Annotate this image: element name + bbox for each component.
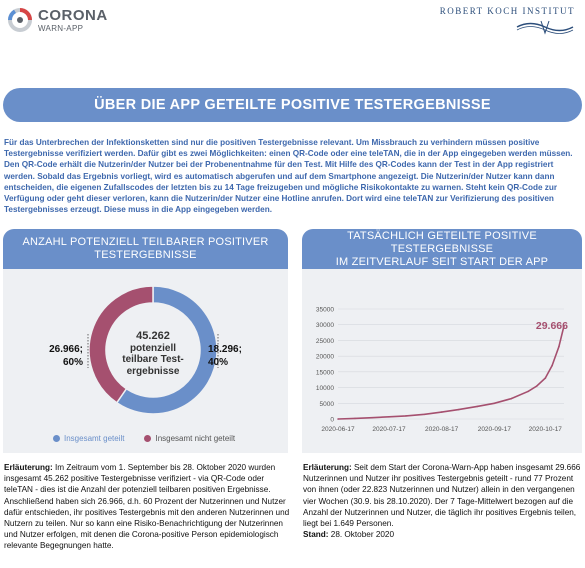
explanation-label: Erläuterung: <box>4 463 53 472</box>
data-point <box>441 411 443 413</box>
rki-logo <box>440 6 575 40</box>
legend-dot-shared <box>53 435 60 442</box>
line-title-line1: TATSÄCHLICH GETEILTE POSITIVE TESTERGEBNISSE <box>347 229 537 255</box>
data-point <box>405 415 407 417</box>
data-point <box>511 398 513 400</box>
y-tick-label: 10000 <box>315 385 334 393</box>
intro-paragraph: Für das Unterbrechen der Infektionsketten sind nur die positiven Testergebnisse relevant. Um Missbrauch zu verhindern müssen positive Testergebnisse verifiziert werden. Dafür gibt es zwei Möglichkeiten: einen QR-Code oder eine teleTAN, die in der App eingegeben werden müssen. Den QR-Code erhält die Nutzerin/der Nutzer bei der Probenentnahme für den Test. Mit Hilfe des QR-Codes kann der Test in der App registriert werden. Sobald das Ergebnis vorliegt, wird es automatisch abgerufen und auf dem Smartphone angezeigt. Die Nutzerin/der Nutzer kann dann entscheiden, die eigenen Zufallscodes der letzten bis zu 14 Tage freizugeben und mögliche Risikokontakte zu warnen. Steht kein QR-Code zur Verfügung oder geht dieser verloren, kann die Nutzerin/der Nutzer eine Hotline anrufen. Dort wird eine teleTAN zur Verifizierung des positiven Testergebnisses erzeugt. Diese muss in die App eingegeben werden. <box>4 138 573 215</box>
line-chart <box>302 269 582 453</box>
data-point <box>458 409 460 411</box>
y-tick-label: 20000 <box>315 353 334 361</box>
line-title-line2: IM ZEITVERLAUF SEIT START DER APP <box>335 255 549 268</box>
corona-warn-app-logo <box>6 6 108 34</box>
data-point <box>424 413 426 415</box>
y-tick-label: 0 <box>330 416 334 424</box>
shared-value-label: 26.966; 60% <box>49 344 83 368</box>
data-point <box>337 418 339 420</box>
x-tick-label: 2020-10-17 <box>528 426 562 433</box>
y-tick-label: 15000 <box>315 369 334 377</box>
data-point <box>354 418 356 420</box>
data-point <box>558 346 560 348</box>
data-point <box>551 365 553 367</box>
donut-total: 45.262 <box>136 330 170 342</box>
not-shared-value-label: 18.296; 40% <box>208 344 242 368</box>
last-value-label: 29.666 <box>535 319 568 332</box>
donut-legend <box>53 434 235 443</box>
line-panel-header <box>302 229 582 269</box>
stand-label: Stand: <box>303 530 329 540</box>
line-panel <box>302 269 582 453</box>
legend-item-shared: Insgesamt geteilt <box>53 434 124 443</box>
x-tick-label: 2020-07-17 <box>372 426 406 433</box>
logo-subtitle: WARN-APP <box>38 23 84 33</box>
main-title-banner <box>3 88 582 122</box>
main-title: ÜBER DIE APP GETEILTE POSITIVE TESTERGEBNISSE <box>94 97 491 113</box>
legend-item-not-shared: Insgesamt nicht geteilt <box>144 434 235 443</box>
x-tick-label: 2020-06-17 <box>321 426 355 433</box>
rki-emblem-icon <box>515 19 575 35</box>
series-line <box>338 326 564 419</box>
donut-title-line1: ANZAHL POTENZIELL TEILBARER POSITIVER <box>22 236 269 248</box>
data-point <box>528 391 530 393</box>
data-point <box>494 402 496 404</box>
donut-panel-header <box>3 229 288 269</box>
data-point <box>545 377 547 379</box>
donut-title-line2: TESTERGEBNISSE <box>94 249 197 261</box>
data-point <box>536 385 538 387</box>
corona-virus-icon <box>6 6 34 34</box>
logo-title: CORONA <box>38 6 108 24</box>
explanation-label: Erläuterung: <box>303 463 352 472</box>
x-tick-label: 2020-08-17 <box>425 426 459 433</box>
data-point <box>477 406 479 408</box>
y-tick-label: 5000 <box>319 400 334 408</box>
institute-name: ROBERT KOCH INSTITUT <box>439 6 575 16</box>
donut-explanation: Erläuterung: Im Zeitraum vom 1. September bis 28. Oktober 2020 wurden insgesamt 45.262 positive Testergebnisse verifiziert - via QR-Code oder teleTAN - dies ist die Anzahl der potenziell teilbaren positiven Ergebnisse. Anschließend haben sich 26.966, d.h. 60 Prozent der Nutzerinnen und Nutzer dafür entschieden, ihr positives Testergebnis mit den anderen Nutzerinnen und Nutzern zu teilen. Nur so kann eine Risiko-Benachrichtigung der Nutzerinnen und Nutzer erfolgen, mit denen die Corona-positive Person epidemiologisch relevante Begegnungen hatte. <box>4 463 290 551</box>
legend-dot-not-shared <box>144 435 151 442</box>
y-tick-label: 30000 <box>315 322 334 330</box>
stand-date: 28. Oktober 2020 <box>328 530 395 540</box>
line-explanation: Erläuterung: Seit dem Start der Corona-Warn-App haben insgesamt 29.666 Nutzerinnen und Nutzer ihr positives Testergebnis geteilt - rund 77 Prozent von ihnen (oder 22.823 Nutzerinnen und Nutzer) allein in den vergangenen vier Wochen (30.9. bis 28.10.2020). Der 7 Tage-Mittelwert bezogen auf die Anzahl der Nutzerinnen und Nutzer, die täglich ihr positives Ergebnis teilen, liegt bei 1.649 Personen. Stand: 28. Oktober 2020 <box>303 463 581 540</box>
data-point <box>371 417 373 419</box>
data-point <box>388 416 390 418</box>
donut-panel <box>3 269 288 453</box>
y-tick-label: 25000 <box>315 337 334 345</box>
x-tick-label: 2020-09-17 <box>477 426 511 433</box>
donut-center-label: 45.262 potenziell teilbare Test- ergebnisse <box>101 331 205 377</box>
y-tick-label: 35000 <box>315 306 334 314</box>
